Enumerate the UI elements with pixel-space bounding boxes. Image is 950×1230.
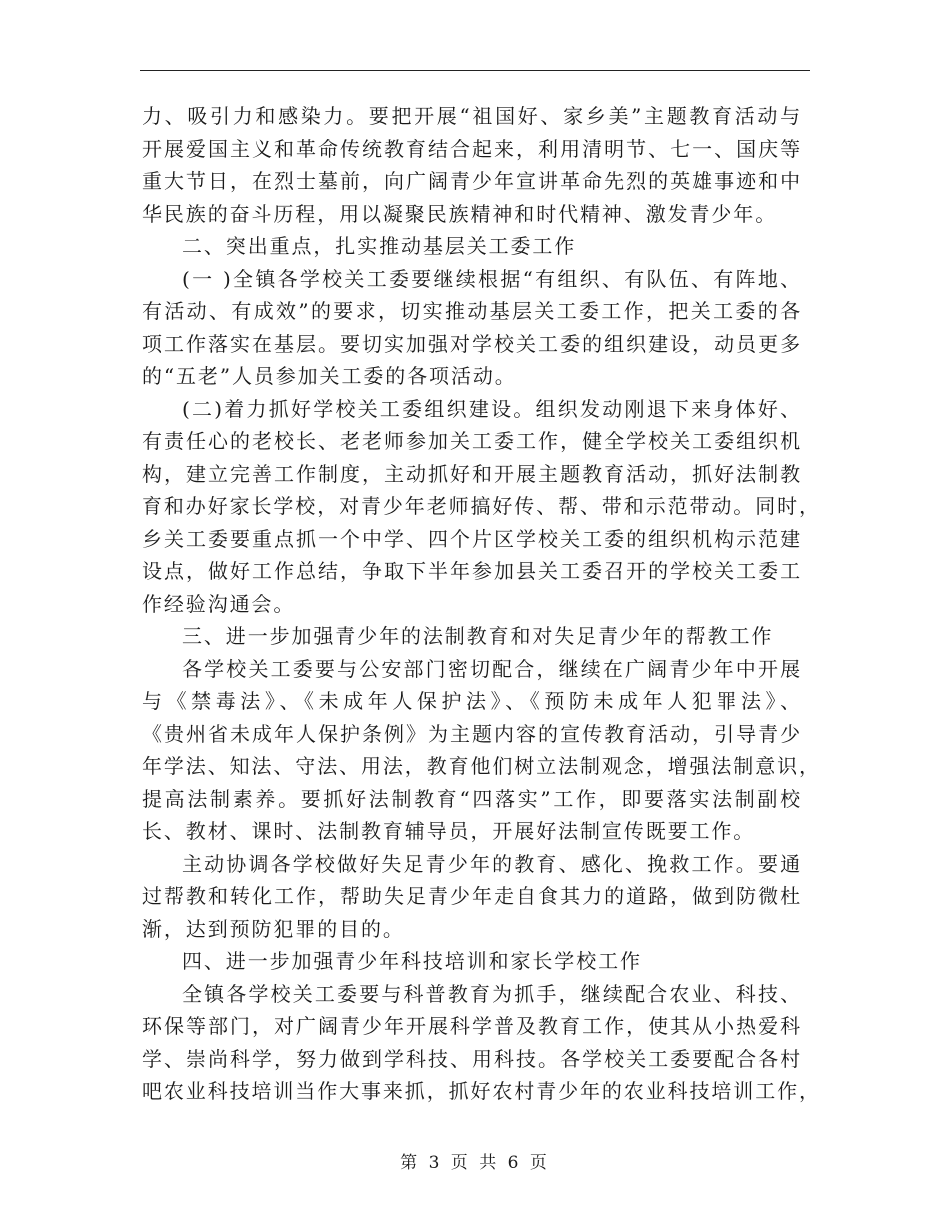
document-body <box>142 100 821 1108</box>
text-line: 二、突出重点，扎实推动基层关工委工作 <box>182 234 577 258</box>
header-rule <box>140 70 810 71</box>
text-line: 各学校关工委要与公安部门密切配合，继续在广阔青少年中开展 <box>182 656 802 681</box>
text-line: (二)着力抓好学校关工委组织建设。组织发动刚退下来身体好、 <box>182 396 802 421</box>
text-line: 项工作落实在基层。要切实加强对学校关工委的组织建设，动员更多 <box>142 331 802 356</box>
text-line: 作经验沟通会。 <box>142 591 296 616</box>
text-line: 长、教材、课时、法制教育辅导员，开展好法制宣传既要工作。 <box>142 819 756 843</box>
text-line: 全镇各学校关工委要与科普教育为抓手，继续配合农业、科技、 <box>182 981 802 1006</box>
text-line: 吧农业科技培训当作大事来抓，抓好农村青少年的农业科技培训工作， <box>142 1079 821 1103</box>
page-number: 第 3 页 共 6 页 <box>400 1153 550 1173</box>
text-line: 年学法、知法、守法、用法，教育他们树立法制观念，增强法制意识， <box>142 754 821 778</box>
text-line: 渐，达到预防犯罪的目的。 <box>142 916 405 941</box>
text-line: 过帮教和转化工作，帮助失足青少年走自食其力的道路，做到防微杜 <box>142 884 802 908</box>
text-line: 开展爱国主义和革命传统教育结合起来，利用清明节、七一、国庆等 <box>142 136 802 161</box>
text-line: 有责任心的老校长、老老师参加关工委工作，健全学校关工委组织机 <box>142 429 802 453</box>
text-line: 重大节日，在烈士墓前，向广阔青少年宣讲革命先烈的英雄事迹和中 <box>142 169 802 193</box>
text-line: 设点，做好工作总结，争取下半年参加县关工委召开的学校关工委工 <box>142 559 802 583</box>
text-line: 四、进一步加强青少年科技培训和家长学校工作 <box>182 949 642 973</box>
text-line: 育和办好家长学校，对青少年老师搞好传、帮、带和示范带动。同时， <box>142 494 821 518</box>
text-line: 《贵州省未成年人保护条例》为主题内容的宣传教育活动，引导青少 <box>142 721 802 746</box>
text-line: 乡关工委要重点抓一个中学、四个片区学校关工委的组织机构示范建 <box>142 526 802 551</box>
text-line: 有活动、有成效”的要求，切实推动基层关工委工作，把关工委的各 <box>142 299 802 323</box>
text-line: 的“五老”人员参加关工委的各项活动。 <box>142 364 517 388</box>
text-line: 环保等部门，对广阔青少年开展科学普及教育工作，使其从小热爱科 <box>142 1014 802 1038</box>
text-line: 华民族的奋斗历程，用以凝聚民族精神和时代精神、激发青少年。 <box>142 201 778 226</box>
text-line: (一 )全镇各学校关工委要继续根据“有组织、有队伍、有阵地、 <box>182 266 802 291</box>
text-line: 主动协调各学校做好失足青少年的教育、感化、挽救工作。要通 <box>182 851 802 876</box>
text-line: 构，建立完善工作制度，主动抓好和开展主题教育活动，抓好法制教 <box>142 461 802 486</box>
text-line: 学、崇尚科学，努力做到学科技、用科技。各学校关工委要配合各村 <box>142 1046 802 1071</box>
text-line: 提高法制素养。要抓好法制教育“四落实”工作，即要落实法制副校 <box>142 786 802 811</box>
text-line: 与《禁毒法》、《未成年人保护法》、《预防未成年人犯罪法》、 <box>142 689 802 713</box>
text-line: 三、进一步加强青少年的法制教育和对失足青少年的帮教工作 <box>182 624 774 648</box>
text-line: 力、吸引力和感染力。要把开展“祖国好、家乡美”主题教育活动与 <box>142 104 802 128</box>
